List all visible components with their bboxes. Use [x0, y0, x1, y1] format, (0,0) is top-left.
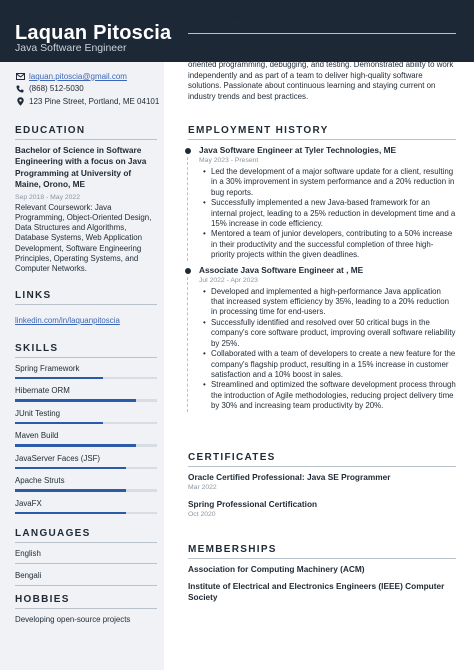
certificates-section: [188, 452, 456, 519]
skill-level-track: [15, 377, 157, 380]
linkedin-link[interactable]: linkedin.com/in/laquanpitoscia: [15, 315, 120, 325]
certificates-heading: CERTIFICATES: [188, 452, 456, 467]
skill-item: [15, 498, 157, 515]
job-bullets: [199, 287, 456, 412]
memberships-section: [188, 544, 456, 603]
employment-section: [188, 125, 456, 412]
education-degree: Bachelor of Science in Software Engineering with a focus on Java Programming at University of Maine, Orono, ME: [15, 144, 147, 189]
languages-heading: LANGUAGES: [15, 528, 157, 543]
skill-name: Spring Framework: [15, 363, 80, 373]
skill-name: Hibernate ORM: [15, 386, 70, 396]
skill-level-track: [15, 467, 157, 470]
hobby-item: Developing open-source projects: [15, 615, 131, 625]
job-bullet: • Developed and implemented a high-performance Java application that increased system efficiency by 35%, leading to a 20% reduction in processing time for end-users.: [211, 287, 456, 318]
certificate-date: Mar 2022: [188, 484, 217, 491]
job-title: Java Software Engineer at Tyler Technologies, ME: [199, 145, 397, 155]
education-coursework: Relevant Coursework: Java Programming, Object-Oriented Design, Data Structures and Algorithms, Database Systems, Web Application Development, Software Engineering Principles, Operating Systems, and Computer Networks.: [15, 202, 152, 274]
skill-level-bar: [15, 489, 126, 492]
skill-item: [15, 475, 157, 492]
certificate-item: [188, 472, 456, 492]
certificate-item: [188, 499, 456, 519]
skill-name: Maven Build: [15, 431, 59, 441]
job-entry: [188, 265, 456, 412]
phone-icon: [15, 84, 25, 94]
contact-address-row: [15, 95, 160, 108]
skill-item: [15, 363, 157, 380]
email-link[interactable]: laquan.pitoscia@gmail.com: [29, 71, 127, 81]
job-bullet: • Successfully implemented a new Java-based framework for an internal project, leading to a 25% reduction in development time and a 15% increase in code efficiency.: [211, 198, 456, 229]
timeline-dot: [185, 268, 191, 274]
job-bullet: • Led the development of a major software update for a client, resulting in a 30% improvement in system performance and a 20% reduction in bug reports.: [211, 167, 456, 198]
language-divider: [15, 563, 157, 564]
skill-name: JUnit Testing: [15, 408, 61, 418]
phone-number: (868) 512-5030: [29, 84, 84, 94]
membership-item: Institute of Electrical and Electronics Engineers (IEEE) Computer Society: [188, 581, 445, 602]
skill-level-bar: [15, 512, 126, 515]
skill-item: [15, 385, 157, 402]
language-divider: [15, 585, 157, 586]
employment-heading: EMPLOYMENT HISTORY: [188, 125, 456, 140]
location-pin-icon: [15, 96, 25, 106]
address: 123 Pine Street, Portland, ME 04101: [29, 96, 160, 106]
education-heading: EDUCATION: [15, 125, 157, 140]
sidebar: [0, 62, 164, 670]
hobbies-heading: HOBBIES: [15, 594, 157, 609]
skill-item: [15, 408, 157, 425]
job-entry: [188, 145, 456, 261]
language-item: Bengali: [15, 571, 42, 581]
certificate-name: Spring Professional Certification: [188, 499, 318, 509]
job-dates: May 2023 - Present: [199, 157, 259, 164]
candidate-job-title: Java Software Engineer: [15, 42, 127, 54]
skills-section: [15, 343, 157, 515]
profile-text: Java Software Engineer with 1 year of experience in designing, developing, and implementing efficient Java-based applications. Proficient in object-oriented programming, debugging, and testing. Demonstrated ability to work independently and as part of a team to deliver high-quality software solutions. Passionate about continuous learning and staying current on industry trends and best practices.: [188, 39, 454, 101]
skill-level-bar: [15, 467, 126, 470]
skill-level-track: [15, 512, 157, 515]
education-section: [15, 125, 157, 275]
job-bullets: [199, 167, 456, 261]
job-bullet: • Mentored a team of junior developers, contributing to a 50% increase in their productivity and the successful completion of three high-priority projects within the given deadlines.: [211, 229, 456, 260]
timeline-line: [187, 277, 188, 412]
skill-name: Apache Struts: [15, 476, 65, 486]
skill-level-bar: [15, 422, 103, 425]
profile-section: [188, 19, 456, 102]
skill-level-bar: [15, 377, 103, 380]
certificate-date: Oct 2020: [188, 511, 216, 518]
skill-item: [15, 430, 157, 447]
timeline-line: [187, 157, 188, 261]
skills-heading: SKILLS: [15, 343, 157, 358]
contact-phone-row: [15, 83, 157, 96]
hobbies-section: [15, 594, 157, 625]
candidate-name: Laquan Pitoscia: [15, 22, 172, 44]
jobs-list: [188, 145, 456, 412]
language-item: English: [15, 549, 41, 559]
profile-heading: PROFILE: [188, 19, 456, 34]
languages-section: [15, 528, 157, 586]
job-bullet: • Streamlined and optimized the software development process through the introduction of Agile methodologies, reducing project delivery time by 30% and increasing team productivity by 20%.: [211, 380, 456, 411]
links-heading: LINKS: [15, 290, 157, 305]
contact-block: [15, 70, 160, 108]
skill-level-track: [15, 399, 157, 402]
skill-level-bar: [15, 399, 136, 402]
skill-item: [15, 453, 157, 470]
job-bullet: • Collaborated with a team of developers to create a new feature for the company's flagship product, resulting in a 15% increase in customer satisfaction and a 10% boost in sales.: [211, 349, 456, 380]
skill-name: JavaFX: [15, 498, 42, 508]
membership-item: Association for Computing Machinery (ACM): [188, 564, 365, 574]
memberships-heading: MEMBERSHIPS: [188, 544, 456, 559]
envelope-icon: [15, 71, 25, 81]
job-bullet: • Successfully identified and resolved over 50 critical bugs in the company's core software product, improving overall software reliability by 25%.: [211, 318, 456, 349]
skills-list: [15, 363, 157, 515]
job-dates: Jul 2022 - Apr 2023: [199, 276, 258, 284]
skill-level-bar: [15, 444, 136, 447]
timeline-dot: [185, 148, 191, 154]
skill-level-track: [15, 422, 157, 425]
job-title: Associate Java Software Engineer at , ME: [199, 264, 364, 275]
certificate-name: Oracle Certified Professional: Java SE Programmer: [188, 472, 391, 482]
contact-email-row: [15, 70, 157, 83]
skill-level-track: [15, 444, 157, 447]
skill-level-track: [15, 489, 157, 492]
links-section: [15, 290, 157, 328]
education-dates: Sep 2018 - May 2022: [15, 193, 80, 201]
skill-name: JavaServer Faces (JSF): [15, 453, 101, 463]
